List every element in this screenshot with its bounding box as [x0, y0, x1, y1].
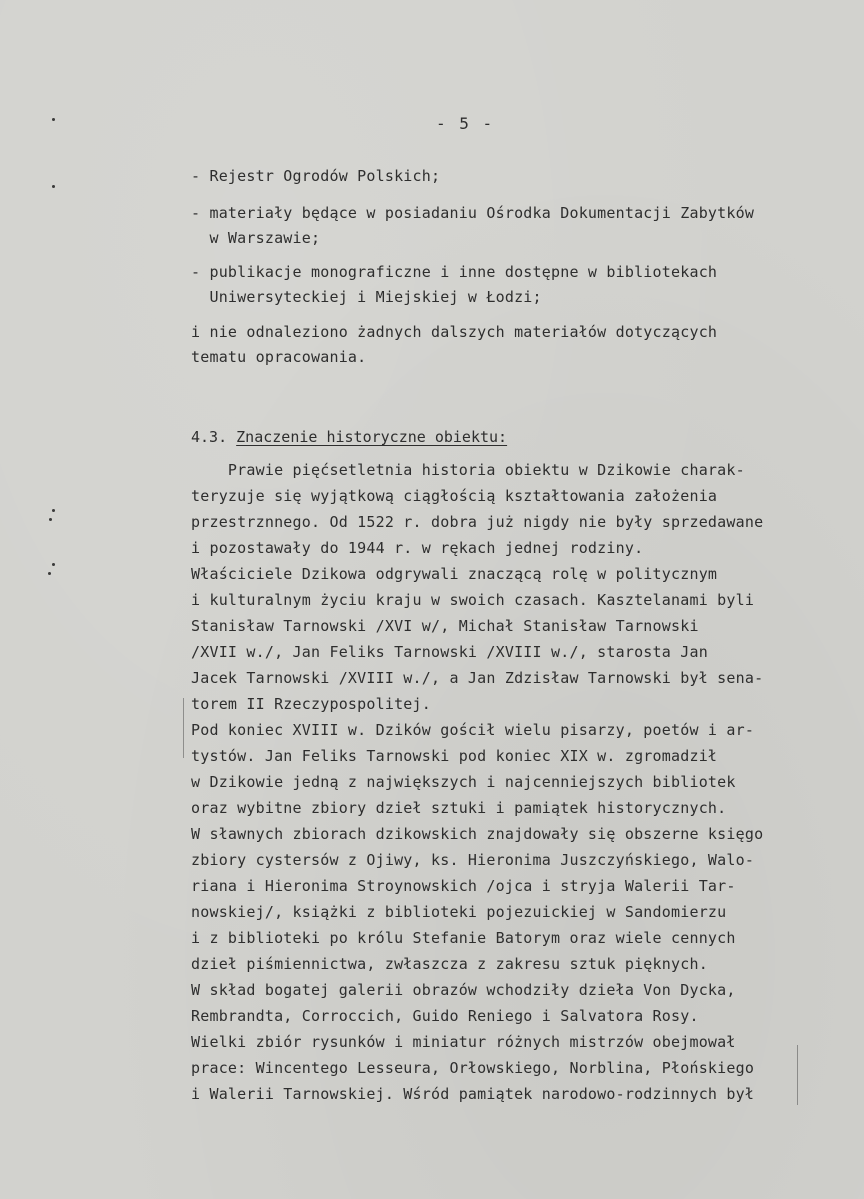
margin-mark — [183, 698, 184, 758]
body-line: zbiory cystersów z Ojiwy, ks. Hieronima Juszczyńskiego, Walo- — [191, 851, 755, 869]
body-line: Jacek Tarnowski /XVIII w./, a Jan Zdzisław Tarnowski był sena- — [191, 669, 764, 687]
body-line: teryzuje się wyjątkową ciągłością kształtowania założenia — [191, 487, 718, 505]
scan-speck — [52, 118, 55, 121]
scan-speck — [52, 509, 55, 512]
body-line: przestrznnego. Od 1522 r. dobra już nigdy nie były sprzedawane — [191, 513, 764, 531]
list-item-continuation: Uniwersyteckiej i Miejskiej w Łodzi; — [191, 288, 542, 306]
body-line: Właściciele Dzikowa odgrywali znaczącą rolę w politycznym — [191, 565, 718, 583]
section-number: 4.3. — [191, 428, 228, 446]
body-line: i Walerii Tarnowskiej. Wśród pamiątek narodowo-rodzinnych był — [191, 1085, 755, 1103]
section-title: Znaczenie historyczne obiektu: — [236, 428, 508, 446]
page-number: - 5 - — [436, 114, 495, 133]
body-line: Prawie pięćsetletnia historia obiektu w Dzikowie charak- — [191, 461, 745, 479]
body-line: tystów. Jan Feliks Tarnowski pod koniec XIX w. zgromadził — [191, 747, 718, 765]
body-line: torem II Rzeczypospolitej. — [191, 695, 431, 713]
scan-speck — [48, 572, 51, 575]
body-line: Rembrandta, Corroccich, Guido Reniego i Salvatora Rosy. — [191, 1007, 699, 1025]
list-item-continuation: w Warszawie; — [191, 229, 321, 247]
body-line: i kulturalnym życiu kraju w swoich czasach. Kasztelanami byli — [191, 591, 755, 609]
body-line: dzieł piśmiennictwa, zwłaszcza z zakresu sztuk pięknych. — [191, 955, 708, 973]
body-line: /XVII w./, Jan Feliks Tarnowski /XVIII w./, starosta Jan — [191, 643, 708, 661]
body-line: oraz wybitne zbiory dzieł sztuki i pamiątek historycznych. — [191, 799, 727, 817]
conclusion-line: tematu opracowania. — [191, 348, 367, 366]
section-heading — [191, 427, 507, 447]
margin-mark — [797, 1045, 798, 1105]
conclusion-line: i nie odnaleziono żadnych dalszych materiałów dotyczących — [191, 323, 718, 341]
list-item: - materiały będące w posiadaniu Ośrodka Dokumentacji Zabytków — [191, 204, 755, 222]
scan-speck — [49, 518, 52, 521]
body-line: nowskiej/, książki z biblioteki pojezuickiej w Sandomierzu — [191, 903, 727, 921]
body-line: Stanisław Tarnowski /XVI w/, Michał Stanisław Tarnowski — [191, 617, 699, 635]
body-line: i pozostawały do 1944 r. w rękach jednej rodziny. — [191, 539, 644, 557]
body-line: W sławnych zbiorach dzikowskich znajdowały się obszerne księgo — [191, 825, 764, 843]
body-line: Pod koniec XVIII w. Dzików gościł wielu pisarzy, poetów i ar- — [191, 721, 755, 739]
list-item: - publikacje monograficzne i inne dostępne w bibliotekach — [191, 263, 718, 281]
body-line: W skład bogatej galerii obrazów wchodziły dzieła Von Dycka, — [191, 981, 736, 999]
body-line: i z biblioteki po królu Stefanie Batorym oraz wiele cennych — [191, 929, 736, 947]
body-line: Wielki zbiór rysunków i miniatur różnych mistrzów obejmował — [191, 1033, 736, 1051]
list-item: - Rejestr Ogrodów Polskich; — [191, 167, 441, 185]
body-line: w Dzikowie jedną z największych i najcenniejszych bibliotek — [191, 773, 736, 791]
scan-speck — [52, 563, 55, 566]
scan-speck — [52, 185, 55, 188]
body-line: prace: Wincentego Lesseura, Orłowskiego, Norblina, Płońskiego — [191, 1059, 755, 1077]
body-line: riana i Hieronima Stroynowskich /ojca i stryja Walerii Tar- — [191, 877, 736, 895]
